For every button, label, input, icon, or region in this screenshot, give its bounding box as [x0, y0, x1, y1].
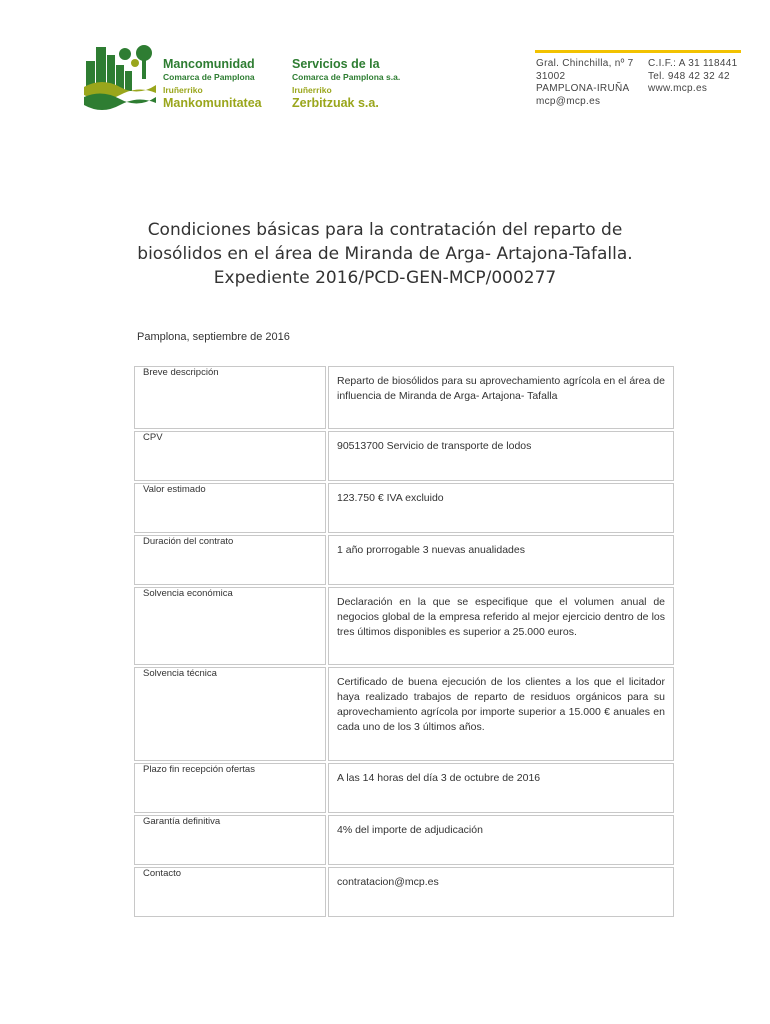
row-value: Certificado de buena ejecución de los clientes a los que el licitador haya realizado trabajos de reparto de residuos orgánicos para su aprovechamiento agrícola por importe superior a 15.000 € anuales en cada uno de los 3 últimos años. [328, 667, 674, 761]
table-row [134, 535, 674, 585]
title-line-2: biosólidos en el área de Miranda de Arga- Artajona-Tafalla. [137, 244, 633, 264]
row-label: CPV [134, 431, 326, 481]
contact-web: www.mcp.es [648, 83, 708, 94]
address-postcode: 31002 [536, 70, 566, 82]
contact-address [536, 58, 634, 108]
document-title [100, 218, 670, 290]
org1-line4: Mankomunitatea [163, 96, 262, 110]
org1-line3: Iruñerriko [163, 85, 203, 95]
org2-line4: Zerbitzuak s.a. [292, 96, 379, 110]
row-value: Reparto de biosólidos para su aprovechamiento agrícola en el área de influencia de Miranda de Arga- Artajona- Tafalla [328, 366, 674, 429]
header-accent-rule [535, 50, 741, 53]
table-row [134, 867, 674, 917]
row-value: 1 año prorrogable 3 nuevas anualidades [328, 535, 674, 585]
contact-email-link[interactable]: contratacion@mcp.es [328, 867, 674, 917]
org1-line1: Mancomunidad [163, 57, 255, 71]
row-value: 123.750 € IVA excluido [328, 483, 674, 533]
title-line-1: Condiciones básicas para la contratación del reparto de [147, 220, 623, 240]
org2-line2: Comarca de Pamplona s.a. [292, 72, 401, 82]
row-label: Solvencia económica [134, 587, 326, 665]
org1-line2: Comarca de Pamplona [163, 72, 255, 82]
row-label: Contacto [134, 867, 326, 917]
row-label: Plazo fin recepción ofertas [134, 763, 326, 813]
org2-line3: Iruñerriko [292, 85, 332, 95]
contact-tel: Tel. 948 42 32 42 [648, 70, 730, 82]
table-row [134, 483, 674, 533]
org-name-servicios [292, 58, 432, 110]
mancomunidad-logo [84, 43, 156, 113]
table-row [134, 431, 674, 481]
table-row [134, 587, 674, 665]
row-label: Duración del contrato [134, 535, 326, 585]
contact-email: mcp@mcp.es [536, 95, 601, 107]
place-date: Pamplona, septiembre de 2016 [137, 331, 290, 343]
title-line-3: Expediente 2016/PCD-GEN-MCP/000277 [213, 268, 557, 288]
table-row [134, 667, 674, 761]
row-label: Garantía definitiva [134, 815, 326, 865]
row-label: Solvencia técnica [134, 667, 326, 761]
row-label: Breve descripción [134, 366, 326, 429]
table-row [134, 763, 674, 813]
row-value: 4% del importe de adjudicación [328, 815, 674, 865]
row-value: A las 14 horas del día 3 de octubre de 2016 [328, 763, 674, 813]
table-row [134, 815, 674, 865]
row-value: Declaración en la que se especifique que el volumen anual de negocios global de la empresa referido al mejor ejercicio dentro de los tres últimos disponibles es superior a 25.000 euros. [328, 587, 674, 665]
table-row [134, 366, 674, 429]
conditions-table [132, 364, 676, 919]
row-value: 90513700 Servicio de transporte de lodos [328, 431, 674, 481]
contact-cif: C.I.F.: A 31 118441 [648, 58, 738, 69]
org2-line1: Servicios de la [292, 57, 380, 71]
address-street: Gral. Chinchilla, nº 7 [536, 58, 634, 69]
address-city: PAMPLONA-IRUÑA [536, 83, 630, 94]
contact-ids [648, 58, 737, 96]
org-name-mancomunidad [163, 58, 283, 110]
row-label: Valor estimado [134, 483, 326, 533]
